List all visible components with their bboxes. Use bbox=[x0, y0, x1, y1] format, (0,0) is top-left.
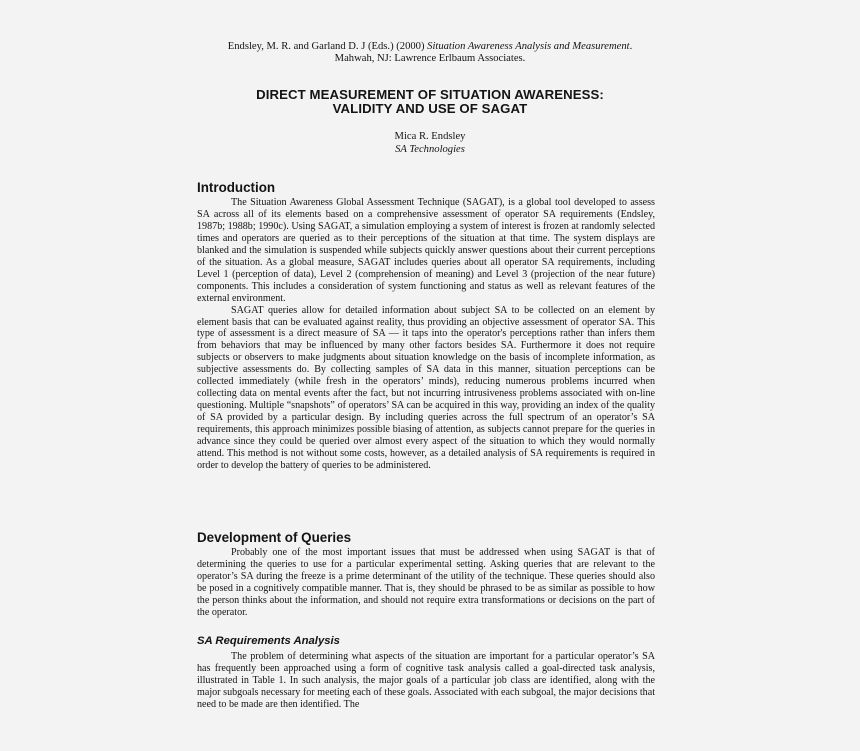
paper-title-line-1: DIRECT MEASUREMENT OF SITUATION AWARENESS: bbox=[256, 87, 604, 102]
introduction-heading: Introduction bbox=[197, 180, 276, 195]
introduction-body bbox=[197, 197, 655, 472]
author-name: Mica R. Endsley bbox=[394, 131, 466, 142]
author-block bbox=[0, 130, 860, 156]
development-body bbox=[197, 547, 655, 619]
citation-line-1 bbox=[0, 41, 860, 53]
author-affiliation: SA Technologies bbox=[395, 144, 465, 155]
citation-line-2: Mahwah, NJ: Lawrence Erlbaum Associates. bbox=[334, 53, 526, 64]
sa-requirements-body bbox=[197, 651, 655, 711]
citation-period: . bbox=[629, 41, 633, 52]
paper-title-line-2: VALIDITY AND USE OF SAGAT bbox=[332, 101, 528, 116]
development-heading: Development of Queries bbox=[197, 530, 352, 545]
sa-requirements-heading: SA Requirements Analysis bbox=[197, 635, 340, 647]
citation-authors: Endsley, M. R. and Garland D. J (Eds.) (2000) bbox=[227, 41, 428, 52]
citation bbox=[0, 41, 860, 65]
citation-book-title: Situation Awareness Analysis and Measurement bbox=[427, 41, 630, 52]
development-paragraph-1: Probably one of the most important issues that must be addressed when using SAGAT is that of determining the queries to use for a particular experimental setting. Asking queries that are relevant to the operator’s SA during the freeze is a prime determinant of the utility of the technique. These queries should also be posed in a cognitively compatible manner. That is, they should be phrased to be as similar as possible to how the person thinks about the information, and should not require extra transformations or decisions on the part of the operator. bbox=[197, 547, 655, 618]
introduction-paragraph-2: SAGAT queries allow for detailed information about subject SA to be collected on an element by element basis that can be evaluated against reality, thus providing an objective assessment of operator SA. This type of assessment is a direct measure of SA — it taps into the operator's perceptions rather than infers them from behaviors that may be influenced by many other factors besides SA. Furthermore it does not require subjects or observers to make judgments about situation knowledge on the basis of incomplete information, as subjective assessments do. By collecting samples of SA data in this manner, situation perceptions can be collected immediately (while fresh in the operators’ minds), reducing numerous problems incurred when collecting data on mental events after the fact, but not incurring intrusiveness problems associated with on-line questioning. Multiple “snapshots” of operators’ SA can be acquired in this way, providing an index of the quality of SA provided by a particular design. By including queries across the full spectrum of an operator’s SA requirements, this approach minimizes possible biasing of attention, as subjects cannot prepare for the queries in advance since they could be queried over almost every aspect of the situation to which they would normally attend. This method is not without some costs, however, as a detailed analysis of SA requirements is required in order to develop the battery of queries to be administered. bbox=[197, 304, 655, 471]
paper-title bbox=[0, 88, 860, 116]
sa-requirements-paragraph-1: The problem of determining what aspects of the situation are important for a particular operator’s SA has frequently been approached using a form of cognitive task analysis called a goal-directed task analysis, illustrated in Table 1. In such analysis, the major goals of a particular job class are identified, along with the major subgoals necessary for meeting each of these goals. Associated with each subgoal, the major decisions that need to be made are then identified. The bbox=[197, 651, 655, 710]
introduction-paragraph-1: The Situation Awareness Global Assessment Technique (SAGAT), is a global tool developed to assess SA across all of its elements based on a comprehensive assessment of operator SA requirements (Endsley, 1987b; 1988b; 1990c). Using SAGAT, a simulation employing a system of interest is frozen at randomly selected times and operators are queried as to their perceptions of the situation at that time. The system displays are blanked and the simulation is suspended while subjects quickly answer questions about their current perceptions of the situation. As a global measure, SAGAT includes queries about all operator SA requirements, including Level 1 (perception of data), Level 2 (comprehension of meaning) and Level 3 (projection of the near future) components. This includes a consideration of system functioning and status as well as relevant features of the external environment. bbox=[197, 197, 655, 304]
